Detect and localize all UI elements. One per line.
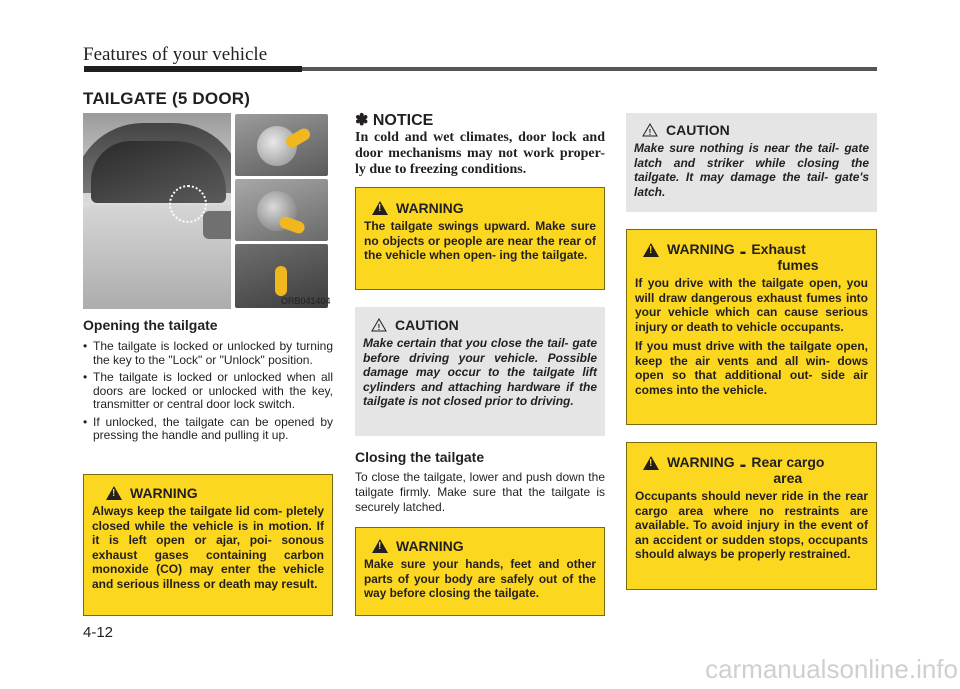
warning-box-title: ! WARNING - Rear cargo area [643,454,868,486]
warning-box-exhaust [83,474,333,616]
warning-box-body: Occupants should never ride in the rear cargo area where no restraints are available. To avoid injury in the event of an accident or sudden stops, occupants should always be properly restrained. [635,489,868,561]
watermark: carmanualsonline.info [705,654,958,684]
caution-triangle-icon [371,318,387,332]
page-number: 4-12 [83,624,114,641]
warning-box-body: The tailgate swings upward. Make sure no objects or people are near the rear of the vehicle when open- ing the tailgate. [364,219,596,262]
warning-box-body: Always keep the tailgate lid com- pletely closed while the vehicle is in motion. If it is left open or ajar, poi- sonous exhaust gases containing carbon monoxide (CO) may enter the vehicle and serious illness or death may result. [92,504,324,591]
caution-triangle-icon [642,123,658,137]
closing-body: To close the tailgate, lower and push down the tailgate firmly. Make sure that the tailgate is securely latched. [355,470,605,514]
warning-triangle-icon [372,539,388,553]
list-item: • The tailgate is locked or unlocked by turning the key to the "Lock" or "Unlock" position. [83,340,333,367]
warning-box-title: ! WARNING [372,200,596,216]
warning-box-title: ! WARNING [372,538,596,554]
opening-list [83,340,333,447]
warning-box-cargo [626,442,877,590]
warning-box-hands [355,527,605,616]
warning-box-body: Make sure your hands, feet and other parts of your body are safely out of the way before closing the tailgate. [364,557,596,600]
warning-triangle-icon [643,456,659,470]
warning-box-swing [355,187,605,290]
list-item: • If unlocked, the tailgate can be opened by pressing the handle and pulling it up. [83,416,333,443]
closing-title: Closing the tailgate [355,449,485,465]
warning-box-body: If you must drive with the tailgate open, keep the air vents and all win- dows open so that additional out- side air comes into the vehicle. [635,339,868,397]
svg-text:!: ! [648,128,652,137]
tailgate-photo-key-lock [235,114,328,176]
opening-title: Opening the tailgate [83,317,218,333]
warning-triangle-icon [106,486,122,500]
page-header-title: Features of your vehicle [83,44,268,65]
notice-title: ✽ NOTICE [355,112,434,129]
tailgate-photo-main [83,113,231,309]
caution-box-latch [626,113,877,212]
notice-body: In cold and wet climates, door lock and door mechanisms may not work proper- ly due to freezing conditions. [355,130,605,177]
warning-triangle-icon [372,201,388,215]
header-rule-accent [84,66,302,72]
figure-code: ORB041404 [281,296,331,306]
lock-location-marker [169,185,207,223]
warning-box-title: ! WARNING - Exhaust fumes [643,241,868,273]
warning-box-body: If you drive with the tailgate open, you will draw dangerous exhaust fumes into your vehicle which can cause serious injury or death to vehicle occupants. [635,276,868,334]
caution-box-close [355,307,605,436]
section-title: TAILGATE (5 DOOR) [83,89,251,108]
caution-box-body: Make sure nothing is near the tail- gate latch and striker while closing the tailgate. It may damage the tail- gate's latch. [634,141,869,199]
tailgate-photo-handle [235,179,328,241]
caution-box-body: Make certain that you close the tail- gate before driving your vehicle. Possible damage may occur to the tailgate lift cylinders and attaching hardware if the tailgate is not closed prior to driving. [363,336,597,408]
warning-box-title: ! WARNING [106,485,324,501]
list-item: • The tailgate is locked or unlocked when all doors are locked or unlocked with the key, transmitter or central door lock switch. [83,371,333,412]
caution-box-title: ! CAUTION [371,317,597,333]
svg-text:!: ! [377,323,381,332]
warning-triangle-icon [643,243,659,257]
warning-box-fumes [626,229,877,425]
caution-box-title: ! CAUTION [642,122,869,138]
notice-mark-icon: ✽ [355,112,369,129]
